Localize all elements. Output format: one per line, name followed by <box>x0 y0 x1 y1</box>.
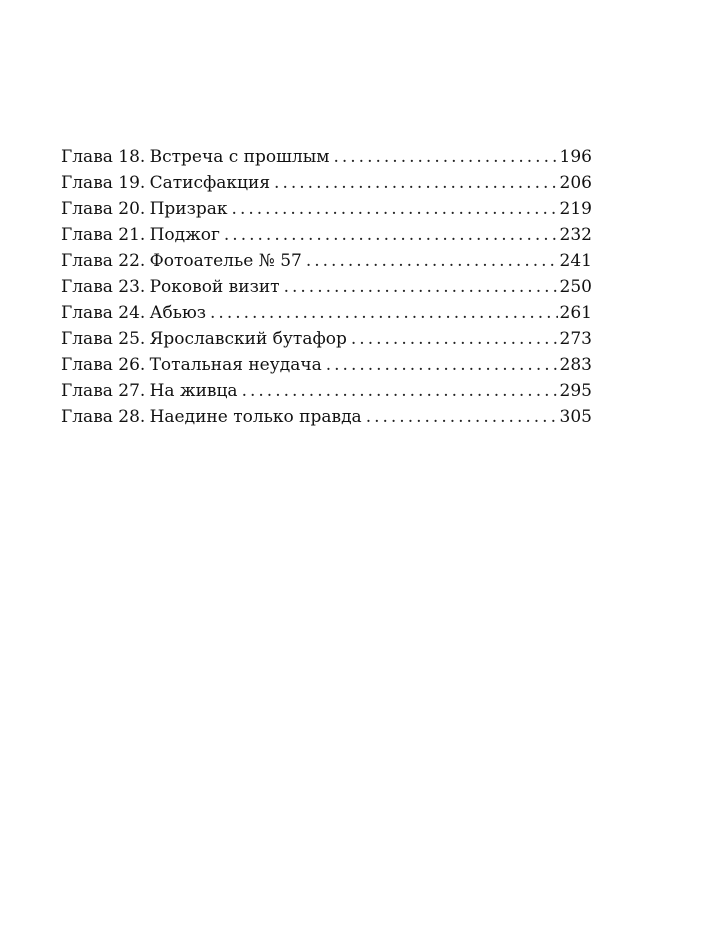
chapter-title: Наедине только правда <box>149 407 362 427</box>
toc-entry-label <box>61 326 347 352</box>
page-number: 250 <box>559 277 592 297</box>
page-number: 283 <box>559 355 592 375</box>
toc-entry <box>61 404 592 430</box>
dot-leader <box>274 170 558 196</box>
chapter-title: Сатисфакция <box>149 173 271 193</box>
dot-leader <box>210 300 558 326</box>
chapter-number: Глава 21. <box>61 225 146 245</box>
table-of-contents <box>61 144 592 430</box>
toc-entry <box>61 378 592 404</box>
chapter-number: Глава 18. <box>61 147 146 167</box>
chapter-number: Глава 25. <box>61 329 146 349</box>
chapter-title: Ярославский бутафор <box>149 329 347 349</box>
chapter-title: Встреча с прошлым <box>149 147 330 167</box>
chapter-title: Тотальная неудача <box>149 355 322 375</box>
dot-leader <box>333 144 557 170</box>
toc-entry-label <box>61 300 206 326</box>
chapter-title: Фотоателье № 57 <box>149 251 302 271</box>
dot-leader <box>326 352 558 378</box>
toc-entry-label <box>61 222 220 248</box>
toc-entry-label <box>61 170 270 196</box>
page-number: 241 <box>559 251 592 271</box>
toc-entry <box>61 248 592 274</box>
chapter-title: Поджог <box>149 225 220 245</box>
toc-entry <box>61 352 592 378</box>
toc-entry-label <box>61 352 322 378</box>
dot-leader <box>224 222 558 248</box>
chapter-number: Глава 22. <box>61 251 146 271</box>
page-number: 305 <box>559 407 592 427</box>
toc-entry <box>61 196 592 222</box>
dot-leader <box>306 248 558 274</box>
toc-entry-label <box>61 144 329 170</box>
page-number: 196 <box>559 147 592 167</box>
chapter-number: Глава 28. <box>61 407 146 427</box>
chapter-title: Абьюз <box>149 303 207 323</box>
page-number: 273 <box>559 329 592 349</box>
toc-entry <box>61 222 592 248</box>
page-number: 261 <box>559 303 592 323</box>
chapter-number: Глава 24. <box>61 303 146 323</box>
toc-entry-label <box>61 378 238 404</box>
chapter-number: Глава 19. <box>61 173 146 193</box>
toc-entry <box>61 144 592 170</box>
toc-entry <box>61 170 592 196</box>
toc-entry-label <box>61 196 228 222</box>
page-number: 206 <box>559 173 592 193</box>
dot-leader <box>351 326 558 352</box>
chapter-number: Глава 23. <box>61 277 146 297</box>
chapter-title: Роковой визит <box>149 277 280 297</box>
toc-entry <box>61 274 592 300</box>
dot-leader <box>242 378 558 404</box>
page-number: 219 <box>559 199 592 219</box>
toc-entry <box>61 326 592 352</box>
page-number: 232 <box>559 225 592 245</box>
dot-leader <box>366 404 558 430</box>
toc-entry-label <box>61 404 362 430</box>
dot-leader <box>284 274 558 300</box>
chapter-number: Глава 20. <box>61 199 146 219</box>
chapter-number: Глава 27. <box>61 381 146 401</box>
page-number: 295 <box>559 381 592 401</box>
toc-entry-label <box>61 248 302 274</box>
chapter-title: Призрак <box>149 199 228 219</box>
dot-leader <box>232 196 558 222</box>
toc-entry-label <box>61 274 280 300</box>
toc-entry <box>61 300 592 326</box>
chapter-title: На живца <box>149 381 238 401</box>
chapter-number: Глава 26. <box>61 355 146 375</box>
